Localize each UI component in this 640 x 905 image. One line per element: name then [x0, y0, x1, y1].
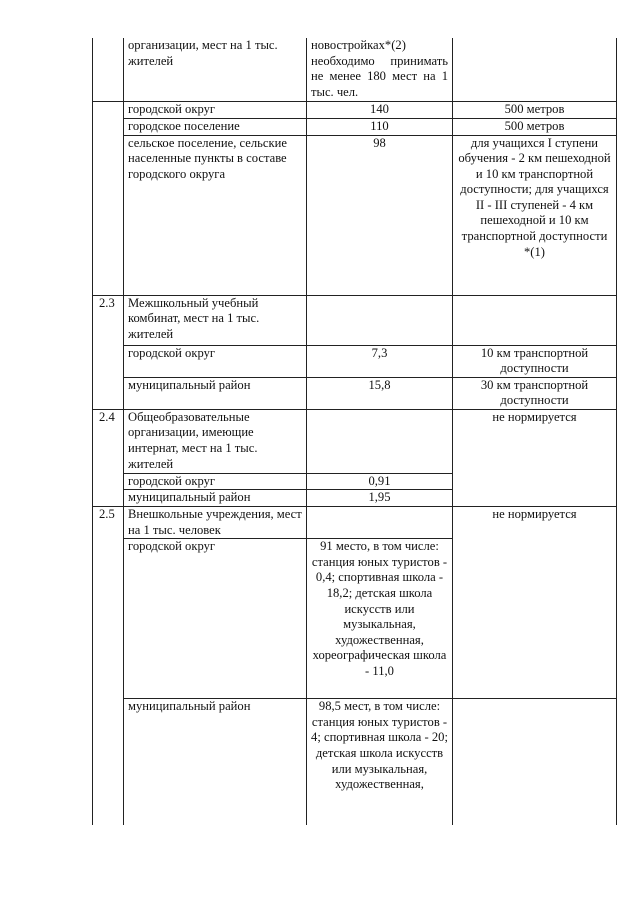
access-cell	[453, 38, 617, 101]
name-cell: организации, мест на 1 тыс. жителей	[124, 38, 307, 101]
access-cell	[453, 699, 617, 825]
number-cell	[93, 135, 124, 295]
access-cell: 500 метров	[453, 118, 617, 135]
name-cell: городской округ	[124, 539, 307, 699]
name-cell: муниципальный район	[124, 490, 307, 507]
name-cell: городской округ	[124, 345, 307, 377]
norm-cell: 1,95	[307, 490, 453, 507]
norm-cell: 140	[307, 101, 453, 118]
name-cell: Межшкольный учебный комбинат, мест на 1 тыс. жителей	[124, 295, 307, 345]
access-cell: не нормируется	[453, 507, 617, 699]
norm-cell	[307, 409, 453, 473]
table-row	[93, 507, 617, 539]
access-cell	[453, 295, 617, 345]
name-cell: муниципальный район	[124, 377, 307, 409]
access-cell: 500 метров	[453, 101, 617, 118]
table-row	[93, 38, 617, 101]
access-cell: 30 км транспортной доступности	[453, 377, 617, 409]
table-row	[93, 295, 617, 345]
table-row	[93, 101, 617, 118]
section-number: 2.3	[93, 295, 124, 345]
table-row	[93, 699, 617, 825]
norm-cell: 98,5 мест, в том числе: станция юных туристов - 4; спортивная школа - 20; детская школа искусств или музыкальная, художественная,	[307, 699, 453, 825]
number-cell	[93, 490, 124, 507]
norm-cell: 0,91	[307, 473, 453, 490]
table-row	[93, 409, 617, 473]
table-row	[93, 377, 617, 409]
name-cell: муниципальный район	[124, 699, 307, 825]
access-cell: не нормируется	[453, 409, 617, 506]
table-row	[93, 135, 617, 295]
table-row	[93, 118, 617, 135]
norm-cell: 91 место, в том числе: станция юных туристов - 0,4; спортивная школа - 18,2; детская школа искусств или музыкальная, художественная, хореографическая школа - 11,0	[307, 539, 453, 699]
name-cell: городской округ	[124, 473, 307, 490]
number-cell	[93, 345, 124, 377]
number-cell	[93, 377, 124, 409]
table-row	[93, 345, 617, 377]
name-cell: Общеобразовательные организации, имеющие интернат, мест на 1 тыс. жителей	[124, 409, 307, 473]
norm-cell: 98	[307, 135, 453, 295]
name-cell: Внешкольные учреждения, мест на 1 тыс. человек	[124, 507, 307, 539]
norm-cell: 15,8	[307, 377, 453, 409]
section-number: 2.5	[93, 507, 124, 539]
norm-cell	[307, 507, 453, 539]
norm-cell: 7,3	[307, 345, 453, 377]
number-cell	[93, 118, 124, 135]
number-cell	[93, 38, 124, 101]
access-cell: для учащихся I ступени обучения - 2 км пешеходной и 10 км транспортной доступности; для учащихся II - III ступеней - 4 км пешеходной и 10 км транспортной доступности *(1)	[453, 135, 617, 295]
number-cell	[93, 539, 124, 699]
number-cell	[93, 101, 124, 118]
norm-cell: 110	[307, 118, 453, 135]
name-cell: городское поселение	[124, 118, 307, 135]
standards-table	[92, 38, 617, 825]
number-cell	[93, 699, 124, 825]
name-cell: сельское поселение, сельские населенные пункты в составе городского округа	[124, 135, 307, 295]
section-number: 2.4	[93, 409, 124, 473]
norm-cell: новостройках*(2) необходимо принимать не менее 180 мест на 1 тыс. чел.	[307, 38, 453, 101]
name-cell: городской округ	[124, 101, 307, 118]
norm-cell	[307, 295, 453, 345]
number-cell	[93, 473, 124, 490]
access-cell: 10 км транспортной доступности	[453, 345, 617, 377]
